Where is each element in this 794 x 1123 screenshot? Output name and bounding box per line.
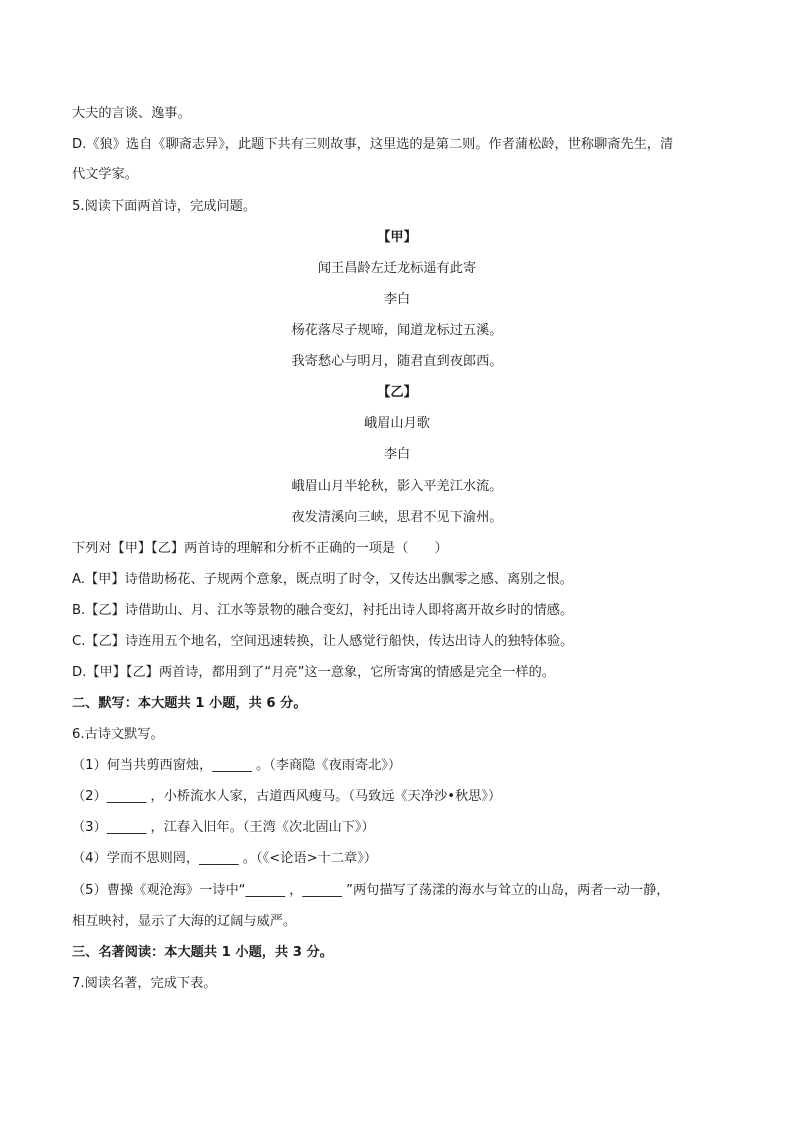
poem-title: 闻王昌龄左迁龙标遥有此寄 [317, 261, 477, 276]
option-d: D.【甲】【乙】两首诗，都用到了“月亮”这一意象，它所寄寓的情感是完全一样的。 [72, 665, 555, 680]
question-heading: 7.阅读名著，完成下表。 [72, 976, 217, 991]
fill-blank-item: （4）学而不思则罔，______ 。（《<论语>十二章》） [72, 851, 378, 866]
fill-blank-item: （3）______ ，江春入旧年。（王湾《次北固山下》） [72, 820, 375, 835]
fill-blank-item-cont: 相互映衬，显示了大海的辽阔与威严。 [72, 914, 297, 929]
poem-line: 杨花落尽子规啼，闻道龙标过五溪。 [291, 323, 503, 338]
option-a: A.【甲】诗借助杨花、子规两个意象，既点明了时令，又传达出飘零之感、离别之恨。 [72, 572, 573, 587]
poem-author: 李白 [383, 447, 411, 462]
option-b: B.【乙】诗借助山、月、江水等景物的融合变幻，衬托出诗人即将离开故乡时的情感。 [72, 603, 574, 618]
fill-blank-item: （2）______ ，小桥流水人家，古道西风瘦马。（马致远《天净沙•秋思》） [72, 789, 502, 804]
section-heading: 二、默写：本大题共 1 小题，共 6 分。 [72, 696, 307, 711]
text-line: 代文学家。 [72, 167, 138, 182]
poem-title: 峨眉山月歌 [364, 416, 430, 431]
fill-blank-item: （1）何当共剪西窗烛，______ 。（李商隐《夜雨寄北》） [72, 758, 402, 773]
option-c: C.【乙】诗连用五个地名，空间迅速转换，让人感觉行船快，传达出诗人的独特体验。 [72, 634, 574, 649]
poem-line: 我寄愁心与明月，随君直到夜郎西。 [291, 354, 503, 369]
poem-tag: 【乙】 [377, 385, 417, 400]
poem-tag: 【甲】 [377, 230, 417, 245]
poem-line: 夜发清溪向三峡，思君不见下渝州。 [291, 510, 503, 525]
text-line: D.《狼》选自《聊斋志异》，此题下共有三则故事，这里选的是第二则。作者蒲松龄，世称聊斋先生，清 [72, 137, 674, 152]
text-line: 大夫的言谈、逸事。 [72, 106, 191, 121]
question-heading: 6.古诗文默写。 [72, 727, 164, 742]
question-text: 下列对【甲】【乙】两首诗的理解和分析不正确的一项是（ ） [72, 541, 448, 556]
question-heading: 5.阅读下面两首诗，完成问题。 [72, 199, 257, 214]
section-heading: 三、名著阅读：本大题共 1 小题，共 3 分。 [72, 945, 333, 960]
poem-line: 峨眉山月半轮秋，影入平羌江水流。 [291, 479, 503, 494]
fill-blank-item: （5）曹操《观沧海》一诗中“______ ，______ ”两句描写了荡漾的海水与耸立的山岛，两者一动一静， [72, 883, 670, 898]
poem-author: 李白 [383, 292, 411, 307]
